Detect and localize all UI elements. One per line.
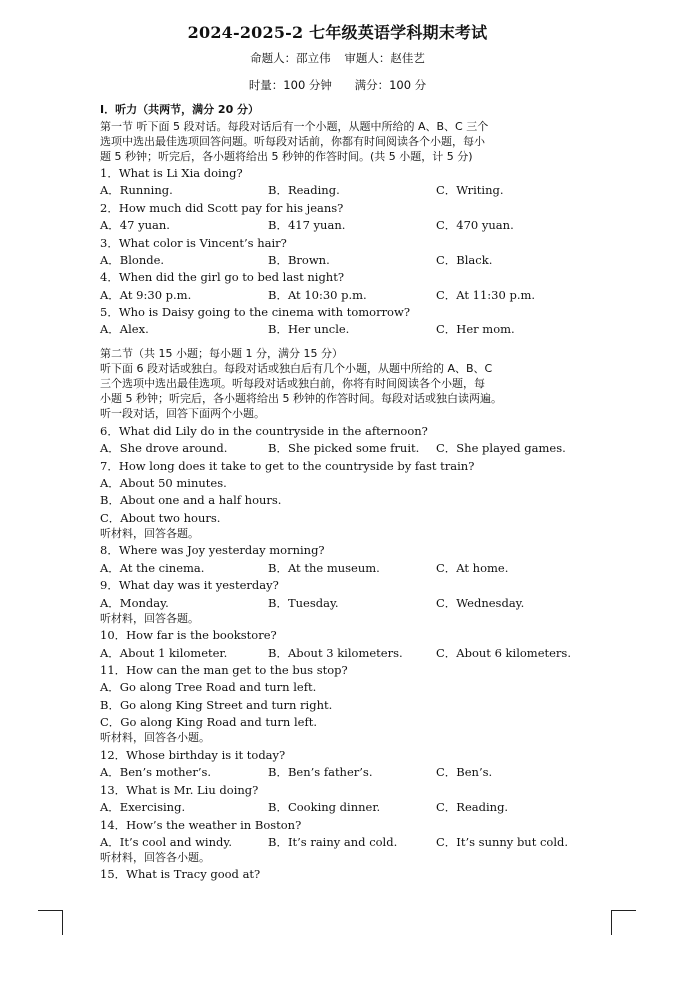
q10-option-b: B．About 3 kilometers. [268, 646, 403, 660]
q4-option-b: B．At 10:30 p.m. [268, 288, 367, 302]
q13-option-c: C．Reading. [436, 800, 509, 814]
q4-option-c: C．At 11:30 p.m. [436, 288, 536, 302]
question-7: 7．How long does it take to get to the countryside by fast train? [100, 459, 475, 473]
q10-option-c: C．About 6 kilometers. [436, 646, 571, 660]
listening-note: 听材料，回答各小题。 [100, 851, 210, 864]
staff-line [0, 50, 675, 66]
q2-option-a: A．47 yuan. [100, 218, 170, 232]
section1-instruction-line: 选项中选出最佳选项回答问题。听每段对话前，你都有时间阅读各个小题，每小 [100, 135, 485, 148]
q11-option-a: A．Go along Tree Road and turn left. [100, 680, 317, 694]
q12-option-c: C．Ben’s. [436, 765, 493, 779]
q13-option-a: A．Exercising. [100, 800, 186, 814]
listening-note: 听材料，回答各题。 [100, 527, 199, 540]
time-score-line [0, 77, 675, 93]
section2-instruction-line: 听一段对话，回答下面两个小题。 [100, 407, 265, 420]
q3-option-c: C．Black. [436, 253, 493, 267]
q4-option-a: A．At 9:30 p.m. [100, 288, 192, 302]
reviewer-label: 审题人：赵佳艺 [344, 51, 425, 65]
q6-option-c: C．She played games. [436, 441, 566, 455]
section2-instruction-line: 听下面 6 段对话或独白。每段对话或独白后有几个小题，从题中所给的 A、B、C [100, 362, 493, 375]
section1-instruction-line: 题 5 秒钟；听完后，各小题将给出 5 秒钟的作答时间。(共 5 小题，计 5 分) [100, 150, 473, 163]
q5-option-b: B．Her uncle. [268, 322, 350, 336]
section1-instruction-line: 第一节 听下面 5 段对话。每段对话后有一个小题，从题中所给的 A、B、C 三个 [100, 120, 489, 133]
q12-option-a: A．Ben’s mother’s. [100, 765, 212, 779]
question-12: 12．Whose birthday is it today? [100, 748, 286, 762]
q8-option-b: B．At the museum. [268, 561, 380, 575]
q10-option-a: A．About 1 kilometer. [100, 646, 228, 660]
section2-instruction-line: 三个选项中选出最佳选项。听每段对话或独白前，你将有时间阅读各个小题，每 [100, 377, 485, 390]
question-4: 4．When did the girl go to bed last night? [100, 270, 345, 284]
q6-option-a: A．She drove around. [100, 441, 228, 455]
question-13: 13．What is Mr. Liu doing? [100, 783, 259, 797]
question-2: 2．How much did Scott pay for his jeans? [100, 201, 344, 215]
q2-option-c: C．470 yuan. [436, 218, 514, 232]
question-5: 5．Who is Daisy going to the cinema with tomorrow? [100, 305, 410, 319]
q5-option-a: A．Alex. [100, 322, 149, 336]
q1-option-b: B．Reading. [268, 183, 340, 197]
q9-option-b: B．Tuesday. [268, 596, 339, 610]
q8-option-c: C．At home. [436, 561, 509, 575]
listening-note: 听材料，回答各小题。 [100, 731, 210, 744]
q5-option-c: C．Her mom. [436, 322, 515, 336]
q7-option-b: B．About one and a half hours. [100, 493, 282, 507]
q11-option-b: B．Go along King Street and turn right. [100, 698, 333, 712]
q14-option-c: C．It’s sunny but cold. [436, 835, 569, 849]
part-heading: I．听力（共两节，满分 20 分） [100, 103, 260, 116]
q1-option-c: C．Writing. [436, 183, 504, 197]
q2-option-b: B．417 yuan. [268, 218, 346, 232]
q12-option-b: B．Ben’s father’s. [268, 765, 373, 779]
q9-option-c: C．Wednesday. [436, 596, 525, 610]
q3-option-a: A．Blonde. [100, 253, 165, 267]
section2-heading: 第二节（共 15 小题；每小题 1 分，满分 15 分） [100, 347, 343, 360]
q13-option-b: B．Cooking dinner. [268, 800, 381, 814]
q8-option-a: A．At the cinema. [100, 561, 205, 575]
question-3: 3．What color is Vincent’s hair? [100, 236, 287, 250]
q9-option-a: A．Monday. [100, 596, 169, 610]
question-14: 14．How’s the weather in Boston? [100, 818, 302, 832]
time-label: 时量：100 分钟 [248, 78, 332, 92]
q1-option-a: A．Running. [100, 183, 173, 197]
setter-label: 命题人：邵立伟 [250, 51, 331, 65]
q14-option-b: B．It’s rainy and cold. [268, 835, 398, 849]
listening-note: 听材料，回答各题。 [100, 612, 199, 625]
question-11: 11．How can the man get to the bus stop? [100, 663, 348, 677]
q6-option-b: B．She picked some fruit. [268, 441, 420, 455]
q11-option-c: C．Go along King Road and turn left. [100, 715, 317, 729]
q7-option-a: A．About 50 minutes. [100, 476, 227, 490]
crop-mark-right [611, 910, 636, 935]
question-8: 8．Where was Joy yesterday morning? [100, 543, 325, 557]
crop-mark-left [38, 910, 63, 935]
question-15: 15．What is Tracy good at? [100, 867, 261, 881]
question-9: 9．What day was it yesterday? [100, 578, 279, 592]
question-1: 1．What is Li Xia doing? [100, 166, 243, 180]
q3-option-b: B．Brown. [268, 253, 330, 267]
question-10: 10．How far is the bookstore? [100, 628, 277, 642]
question-6: 6．What did Lily do in the countryside in the afternoon? [100, 424, 428, 438]
score-label: 满分：100 分 [354, 78, 427, 92]
section2-instruction-line: 小题 5 秒钟；听完后，各小题将给出 5 秒钟的作答时间。每段对话或独白读两遍。 [100, 392, 502, 405]
exam-title: 2024-2025-2 七年级英语学科期末考试 [187, 23, 488, 42]
q14-option-a: A．It’s cool and windy. [100, 835, 232, 849]
q7-option-c: C．About two hours. [100, 511, 221, 525]
